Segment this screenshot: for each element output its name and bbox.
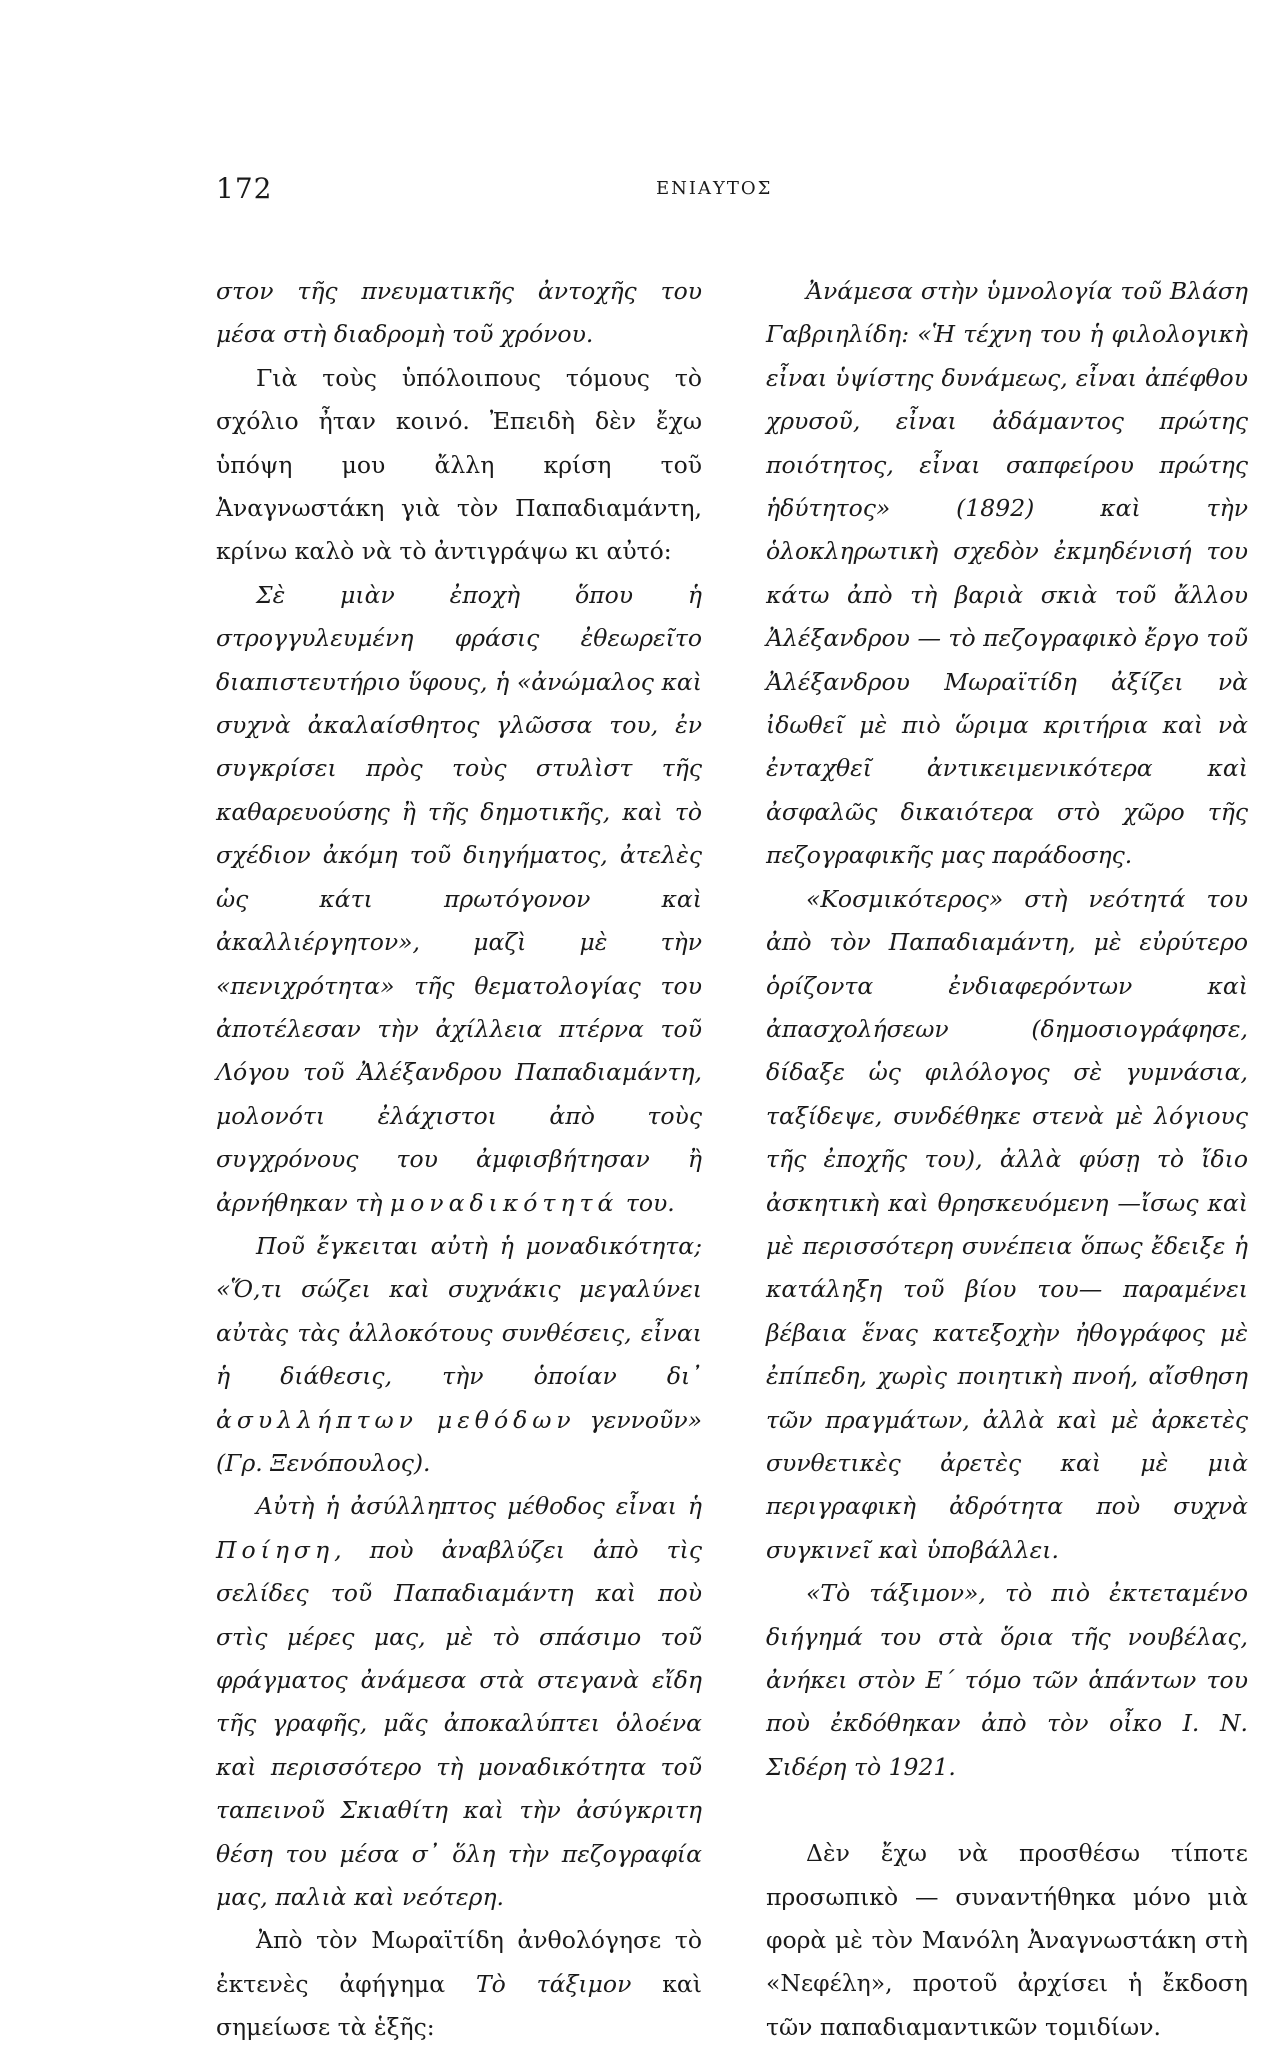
- quoted-passage: «Τὸ τάξιμον», τὸ πιὸ ἐκτεταμένο διήγημά του στὰ ὅρια τῆς νουβέλας, ἀνήκει στὸν Ε´ τόμο τῶν ἁπάντων του ποὺ ἐκδόθηκαν ἀπὸ τὸν οἶκο Ι. Ν. Σιδέρη τὸ 1921.: [766, 1579, 1248, 1781]
- text-span: Αὐτὴ ἡ ἀσύλληπτος μέθοδος εἶναι ἡ: [256, 1492, 702, 1521]
- right-column: [766, 270, 1248, 2049]
- text-span: του.: [618, 1188, 675, 1217]
- emphasized-phrase: ἀσυλλήπτων μεθόδων: [216, 1405, 576, 1434]
- running-title: ΕΝΙΑΥΤΟΣ: [656, 178, 773, 199]
- page-header: [216, 172, 988, 212]
- paragraph: Δὲν ἔχω νὰ προσθέσω τίποτε προσωπικὸ — συναντήθηκα μόνο μιὰ φορὰ μὲ τὸν Μανόλη Ἀναγνωστάκη στὴ «Νεφέλη», προτοῦ ἀρχίσει ἡ ἔκδοση τῶν παπαδιαμαντικῶν τομιδίων.: [766, 1839, 1248, 2041]
- text-span: καὶ σημείωσε τὰ ἑξῆς:: [216, 1969, 702, 2042]
- quoted-passage: «Κοσμικότερος» στὴ νεότητά του ἀπὸ τὸν Παπαδιαμάντη, μὲ εὐρύτερο ὁρίζοντα ἐνδιαφερόντων καὶ ἀπασχολήσεων (δημοσιογράφησε, δίδαξε ὡς φιλόλογος σὲ γυμνάσια, ταξίδεψε, συνδέθηκε στενὰ μὲ λόγιους τῆς ἐποχῆς του), ἀλλὰ φύσῃ τὸ ἴδιο ἀσκητικὴ καὶ θρησκευόμενη —ἴσως καὶ μὲ περισσότερη συνέπεια ὅπως ἔδειξε ἡ κατάληξη τοῦ βίου του— παραμένει βέβαια ἕνας κατεξοχὴν ἠθογράφος μὲ ἐπίπεδη, χωρὶς ποιητικὴ πνοή, αἴσθηση τῶν πραγμάτων, ἀλλὰ καὶ μὲ ἀρκετὲς συνθετικὲς ἀρετὲς καὶ μὲ μιὰ περιγραφικὴ ἀδρότητα ποὺ συχνὰ συγκινεῖ καὶ ὑποβάλλει.: [766, 884, 1248, 1564]
- text-span: , ποὺ ἀναβλύζει ἀπὸ τὶς σελίδες τοῦ Παπαδιαμάντη καὶ ποὺ στὶς μέρες μας, μὲ τὸ σπάσιμο τοῦ φράγματος ἀνάμεσα στὰ στεγανὰ εἴδη τῆς γραφῆς, μᾶς ἀποκαλύπτει ὁλοένα καὶ περισσότερο τὴ μοναδικότητα τοῦ ταπεινοῦ Σκιαθίτη καὶ τὴν ἀσύγκριτη θέση του μέσα σ᾿ ὅλη τὴν πεζογραφία μας, παλιὰ καὶ νεότερη.: [216, 1535, 702, 1912]
- quoted-passage: [216, 574, 702, 1225]
- quoted-passage: [216, 1225, 702, 1485]
- text-span: γεννοῦν» (Γρ. Ξενόπουλος).: [216, 1405, 702, 1477]
- paragraph: στον τῆς πνευματικῆς ἀντοχῆς του μέσα στὴ διαδρομὴ τοῦ χρόνου.: [216, 277, 702, 349]
- text-span: Ποῦ ἔγκειται αὐτὴ ἡ μοναδικότητα; «Ὅ,τι σώζει καὶ συχνάκις μεγαλύνει αὐτὰς τὰς ἀλλοκότους συνθέσεις, εἶναι ἡ διάθεσις, τὴν ὁποίαν δι᾿: [216, 1231, 702, 1391]
- quoted-passage: Ἀνάμεσα στὴν ὑμνολογία τοῦ Βλάση Γαβριηλίδη: «Ἡ τέχνη του ἡ φιλολογικὴ εἶναι ὑψίστης δυνάμεως, εἶναι ἀπέφθου χρυσοῦ, εἶναι ἀδάμαντος πρώτης ποιότητος, εἶναι σαπφείρου πρώτης ἡδύτητος» (1892) καὶ τὴν ὁλοκληρωτικὴ σχεδὸν ἐκμηδένισή του κάτω ἀπὸ τὴ βαριὰ σκιὰ τοῦ ἄλλου Ἀλέξανδρου — τὸ πεζογραφικὸ ἔργο τοῦ Ἀλέξανδρου Μωραϊτίδη ἀξίζει νὰ ἰδωθεῖ μὲ πιὸ ὥριμα κριτήρια καὶ νὰ ἐνταχθεῖ ἀντικειμενικότερα καὶ ἀσφαλῶς δικαιότερα στὸ χῶρο τῆς πεζογραφικῆς μας παράδοσης.: [766, 277, 1248, 870]
- emphasized-word: μοναδικότητά: [389, 1188, 619, 1217]
- paragraph: [216, 1919, 702, 2049]
- left-column: [216, 270, 702, 2050]
- text-span: Σὲ μιὰν ἐποχὴ ὅπου ἡ στρογγυλευμένη φράσις ἐθεωρεῖτο διαπιστευτήριο ὕφους, ἡ «ἀνώμαλος καὶ συχνὰ ἀκαλαίσθητος γλῶσσα του, ἐν συγκρίσει πρὸς τοὺς στυλὶστ τῆς καθαρευούσης ἢ τῆς δημοτικῆς, καὶ τὸ σχέδιον ἀκόμη τοῦ διηγήματος, ἀτελὲς ὡς κάτι πρωτόγονον καὶ ἀκαλλιέργητον», μαζὶ μὲ τὴν «πενιχρότητα» τῆς θεματολογίας του ἀποτέλεσαν τὴν ἀχίλλεια πτέρνα τοῦ Λόγου τοῦ Ἀλέξανδρου Παπαδιαμάντη, μολονότι ἐλάχιστοι ἀπὸ τοὺς συγχρόνους του ἀμφισβήτησαν ἢ ἀρνήθηκαν τὴ: [216, 580, 702, 1217]
- emphasized-word: Ποίηση: [216, 1535, 335, 1564]
- paragraph: Γιὰ τοὺς ὑπόλοιπους τόμους τὸ σχόλιο ἦταν κοινό. Ἐπειδὴ δὲν ἔχω ὑπόψη μου ἄλλη κρίση τοῦ Ἀναγνωστάκη γιὰ τὸν Παπαδιαμάντη, κρίνω καλὸ νὰ τὸ ἀντιγράψω κι αὐτό:: [216, 363, 702, 566]
- page-number: 172: [216, 172, 273, 205]
- work-title: Τὸ τάξιμον: [475, 1969, 632, 1998]
- quoted-passage: [216, 1485, 702, 1919]
- text-span: Ἀπὸ τὸν Μωραϊτίδη ἀνθολόγησε τὸ ἐκτενὲς ἀφήγημα: [216, 1926, 702, 1998]
